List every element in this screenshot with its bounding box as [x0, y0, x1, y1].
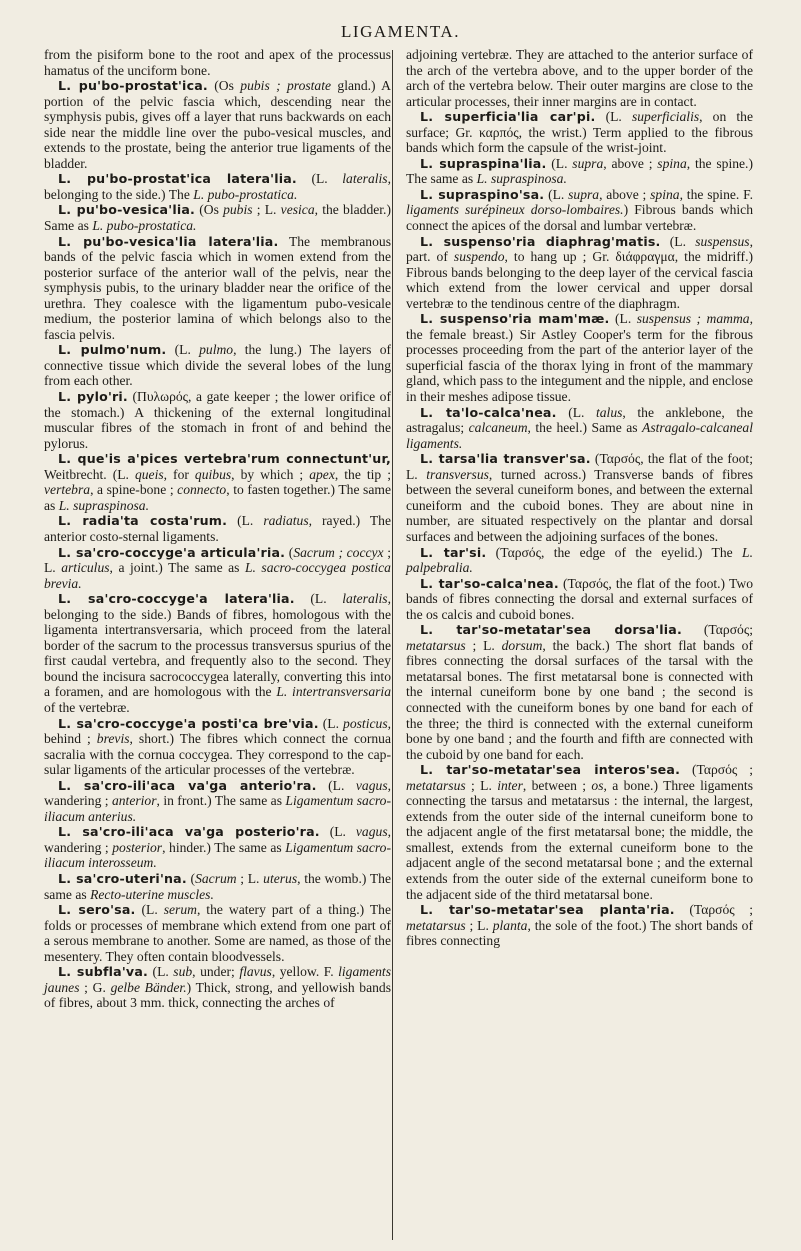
entry-text: ; G.	[79, 979, 111, 995]
entry-text: (L.	[166, 342, 200, 358]
entry-text: , to fasten together.) The same as	[44, 482, 391, 513]
entry-headword: L. pylo'ri.	[58, 389, 128, 405]
entry-text: (Πυλωρός, a gate keeper ; the lower orifice of the stomach.) A thickening of the external longitudinal muscular fibres of the stomach in front of and behind the pylorus.	[44, 389, 391, 451]
entry-text: , under;	[192, 964, 240, 980]
entry-text: ; L.	[236, 870, 264, 886]
dictionary-entry	[44, 513, 391, 544]
dictionary-entry	[44, 545, 391, 592]
entry-text: , short.) The fibres which connect the cornua sacralia with the cornua coccygea. They correspond to the capsular ligaments of the articular processes of the vertebræ.	[44, 731, 391, 778]
entry-text: , yellow. F.	[271, 964, 339, 980]
italic-text: metatarsus	[406, 777, 466, 793]
right-column	[406, 47, 753, 949]
entry-text: , turned across.) Transverse bands of fibres between the several cuneiform bones, and between the external cuneiform and the cuboid bones. They are about nine in number, are situated respectively on the plantar and dorsal surfaces and between the adjoining surfaces of the bones.	[406, 466, 753, 544]
entry-text: (	[186, 870, 196, 886]
entry-text: , the lung.) The layers of connective tissue which divide the several lobes of the lung from each other.	[44, 342, 392, 389]
entry-text: ; L.	[252, 202, 281, 218]
dictionary-entry	[44, 964, 391, 1011]
entry-text: , on the surface; Gr. καρπός, the wrist.) Term applied to the fibrous bands which form the capsule of the wrist-joint.	[406, 109, 753, 156]
entry-headword: L. subfla'va.	[58, 964, 149, 980]
italic-text: gelbe Bänder.	[110, 979, 187, 995]
dictionary-entry	[44, 451, 391, 513]
italic-text: planta	[492, 917, 528, 933]
entry-headword: L. tar'so-metatar'sea dorsa'lia.	[420, 622, 682, 638]
entry-headword: L. tar'so-metatar'sea planta'ria.	[420, 902, 675, 918]
italic-text: radiatus	[263, 513, 309, 529]
italic-text: uterus	[263, 870, 298, 886]
entry-text: (L.	[556, 404, 596, 420]
entry-continuation	[44, 47, 391, 78]
italic-text: serum	[163, 902, 197, 918]
italic-text: apex	[309, 466, 335, 482]
entry-headword: L. supraspina'lia.	[420, 155, 547, 171]
entry-headword: L. que'is a'pices vertebra'rum connectunt'ur,	[58, 451, 391, 467]
dictionary-entry	[406, 187, 753, 234]
entry-headword: L. tarsa'lia transver'sa.	[420, 451, 591, 467]
left-column	[44, 47, 391, 1011]
italic-text: os	[591, 777, 604, 793]
italic-text: dorsum	[501, 637, 543, 653]
page-header: LIGAMENTA.	[341, 22, 460, 41]
entry-headword: L. sa'cro-uteri'na.	[58, 870, 187, 886]
dictionary-entry	[406, 109, 753, 156]
entry-headword: L. pu'bo-prostat'ica.	[58, 78, 208, 94]
entry-headword: L. tar'si.	[420, 544, 487, 560]
italic-text: brevis	[96, 731, 130, 747]
dictionary-entry	[44, 78, 391, 171]
dictionary-entry	[44, 902, 391, 964]
italic-text: L. palpebralia.	[406, 544, 753, 576]
entry-text: , belonging to the side.) Bands of fibres, homologous with the ligamenta intertransversaria, which proceed from the lateral border of the sacrum to the processus transversus spurius of the first caudal vertebra, and frequently also to the second. They bound the incisura sacrococcygea laterally, converting this into a foramen, and are homologous with the	[44, 591, 391, 700]
italic-text: lateralis	[342, 591, 388, 607]
italic-text: L. supraspinosa.	[58, 497, 150, 513]
dictionary-entry	[44, 824, 391, 871]
entry-text: , in front.) The same as	[156, 793, 286, 809]
entry-text: ; L.	[44, 544, 391, 576]
entry-text: , hinder.) The same as	[162, 839, 286, 855]
entry-text: , a bone.) Three ligaments connecting the tarsus and metatarsus : the internal, the largest, extends from the outer side of the internal cuneiform bone to the adjacent angle of the first metatarsal bone; the middle, the smallest, extends from the external cuneiform bone to the adjacent angle of the second metatarsal bone ; and the external extends from the outer side of the external cuneiform bone to the adjacent side of the third metatarsal bone.	[406, 777, 753, 902]
italic-text: vagus	[355, 777, 388, 793]
italic-text: metatarsus	[406, 637, 466, 653]
italic-text: queis	[134, 466, 164, 482]
entry-text: , part. of	[406, 233, 753, 265]
italic-text: Sacrum	[195, 870, 237, 886]
entry-text: ; L.	[465, 917, 493, 933]
italic-text: calcaneum	[468, 420, 528, 436]
entry-text: (L.	[148, 964, 174, 980]
italic-text: anterior	[111, 793, 157, 809]
entry-text: , the watery part of a thing.) The folds or processes of membrane which extend from one part of a serous membrane to another. Some are named, as those of the mesentery. They often contain bloodvessels.	[44, 902, 392, 964]
entry-text: (Ταρσός, the flat of the foot.) Two bands of fibres connecting the dorsal and external surfaces of the os calcis and cuboid bones.	[406, 575, 753, 622]
entry-text: (L.	[595, 109, 632, 125]
entry-text: (Ταρσός ;	[674, 902, 753, 918]
italic-text: pulmo	[199, 342, 234, 358]
dictionary-entry	[44, 716, 391, 778]
entry-text: (L.	[316, 777, 356, 793]
entry-text: , for	[163, 466, 195, 482]
entry-text: (L.	[544, 186, 569, 202]
entry-text: , the tip ;	[334, 466, 392, 482]
entry-text: (	[285, 544, 294, 560]
column-divider	[392, 50, 393, 1240]
entry-text: ) Thick, strong, and yellowish bands of fibres, about 3 mm. thick, connecting the arches of	[44, 979, 392, 1011]
entry-text: (Os	[195, 202, 224, 218]
italic-text: suspensus ; mamma	[636, 311, 750, 327]
italic-text: L. supraspinosa.	[476, 171, 567, 187]
entry-text: , the bladder.) Same as	[44, 202, 391, 234]
entry-headword: L. sa'cro-ili'aca va'ga anterio'ra.	[58, 777, 317, 793]
entry-text: (Ταρσός, the edge of the eyelid.) The	[486, 544, 743, 560]
italic-text: flavus	[239, 964, 272, 980]
dictionary-entry	[44, 234, 391, 343]
entry-headword: L. sa'cro-coccyge'a posti'ca bre'via.	[58, 715, 319, 731]
entry-text: Weitbrecht. (L.	[44, 466, 135, 482]
italic-text: transversus	[426, 466, 489, 482]
dictionary-entry	[406, 902, 753, 949]
entry-headword: L. tar'so-metatar'sea interos'sea.	[420, 762, 681, 778]
italic-text: vesica	[280, 202, 315, 218]
entry-headword: L. ta'lo-calca'nea.	[420, 404, 557, 420]
entry-headword: L. pu'bo-vesica'lia.	[58, 202, 196, 218]
italic-text: Astragalo-calcaneal ligaments.	[406, 420, 754, 451]
italic-text: pubis	[223, 202, 253, 218]
italic-text: suspendo	[453, 249, 505, 265]
italic-text: Ligamentum sacro-iliacum anterius.	[44, 793, 391, 824]
dictionary-entry	[44, 171, 391, 202]
entry-headword: L. superficia'lia car'pi.	[420, 109, 596, 125]
entry-text: ; L.	[465, 637, 502, 653]
entry-headword: L. sa'cro-coccyge'a articula'ria.	[58, 544, 286, 560]
entry-text: , the back.) The short flat bands of fibres connecting the dorsal surfaces of the tarsal with the metatarsal bones. The first metatarsal bone is connected with the internal cuneiform bone by one band ; the second is connected with the cuneiform bones by one band for each of the three; the third is connected with the external cuneiform bone by one band ; and the fourth and fifth are connected with the cuboid by one band for each.	[406, 637, 753, 762]
entry-text: , between ;	[522, 777, 592, 793]
italic-text: quibus	[194, 466, 232, 482]
italic-text: L. sacro-coccygea postica brevia.	[44, 560, 391, 591]
entry-text: (L.	[319, 824, 356, 840]
dictionary-entry	[406, 451, 753, 544]
entry-text: (L.	[318, 715, 344, 731]
dictionary-entry	[44, 389, 391, 451]
italic-text: superficialis	[631, 109, 700, 125]
italic-text: sub	[173, 964, 193, 980]
entry-text: ; L.	[465, 777, 498, 793]
entry-text: from the pisiform bone to the root and apex of the processus hamatus of the unciform bone.	[44, 47, 391, 78]
dictionary-entry	[406, 405, 753, 452]
italic-text: vertebra	[44, 482, 91, 498]
dictionary-entry	[44, 871, 391, 902]
dictionary-entry	[406, 234, 753, 312]
italic-text: pubis ; prostate	[240, 78, 332, 94]
entry-text: , above ;	[603, 155, 658, 171]
entry-text: gland.) A portion of the pelvic fascia which, descending near the symphysis pubis, gives off a layer that runs backwards on each side near the middle line over the pubo-vesical muscles, and extends to the prostate, being the anterior true ligaments of the bladder.	[44, 78, 391, 171]
italic-text: ligaments surépineux dorso-lombaires.	[406, 202, 624, 218]
entry-text: , rayed.) The anterior costo-sternal ligaments.	[44, 513, 391, 544]
italic-text: L. pubo-prostatica.	[92, 218, 197, 234]
italic-text: supra	[568, 186, 600, 202]
entry-headword: L. pu'bo-prostat'ica latera'lia.	[58, 171, 297, 187]
entry-text: , behind ;	[44, 715, 392, 747]
entry-text: (Ταρσός, the flat of the foot; L.	[406, 451, 753, 482]
entry-text: (Ταρσός;	[681, 622, 753, 638]
entry-text: , a joint.) The same as	[109, 560, 245, 576]
entry-headword: L. sa'cro-coccyge'a latera'lia.	[58, 591, 295, 607]
entry-text: The membranous bands of the pelvic fascia which in women extend from the posterior surface of the anterior wall of the pelvis, near the symphysis pubis, to the urinary bladder near the orifice of the urethra. They coalesce with the ligamentum pubo-vesicale medium, the posterior lamina of which belongs also to the fascia pelvis.	[44, 233, 391, 342]
entry-text: , the spine.) The same as	[406, 155, 753, 187]
entry-text: (L.	[660, 233, 696, 249]
entry-headword: L. pulmo'num.	[58, 342, 167, 358]
italic-text: vagus	[355, 824, 388, 840]
entry-headword: L. radia'ta costa'rum.	[58, 513, 228, 529]
entry-text: (L.	[135, 902, 164, 918]
dictionary-entry	[406, 545, 753, 576]
dictionary-entry	[406, 622, 753, 762]
italic-text: inter	[497, 777, 523, 793]
italic-text: metatarsus	[406, 917, 466, 933]
entry-text: , the sole of the foot.) The short bands of fibres connecting	[406, 917, 753, 949]
italic-text: articulus	[61, 560, 110, 576]
entry-text: (Ταρσός ;	[680, 762, 753, 778]
italic-text: L. intertransversaria	[276, 684, 391, 700]
entry-headword: L. suspenso'ria mam'mæ.	[420, 311, 610, 327]
italic-text: spina	[650, 186, 680, 202]
dictionary-entry	[44, 591, 391, 715]
dictionary-entry	[44, 342, 391, 389]
dictionary-entry	[406, 156, 753, 187]
entry-text: (L.	[609, 311, 637, 327]
entry-text: , the heel.) Same as	[527, 420, 643, 436]
entry-text: , wandering ;	[44, 777, 392, 809]
entry-text: (L.	[546, 155, 573, 171]
italic-text: posterior	[112, 839, 163, 855]
entry-text: of the vertebræ.	[44, 699, 130, 715]
italic-text: lateralis	[342, 171, 388, 187]
italic-text: Sacrum ; coccyx	[293, 544, 384, 560]
italic-text: Ligamentum sacro-iliacum interosseum.	[44, 839, 391, 871]
entry-text: (L.	[294, 591, 343, 607]
italic-text: talus	[595, 404, 623, 420]
entry-text: , to hang up ; Gr. διάφραγμα, the midriff.) Fibrous bands belonging to the deep layer of the cervical fascia which extend from the lower cervical and upper dorsal vertebræ to the tendinous centre of the diaphragm.	[406, 249, 753, 311]
entry-headword: L. tar'so-calca'nea.	[420, 575, 559, 591]
entry-text: ) Fibrous bands which connect the apices of the dorsal and lumbar vertebræ.	[406, 202, 753, 234]
italic-text: spina	[657, 155, 687, 171]
entry-text: , the spine. F.	[679, 186, 753, 202]
entry-text: (L.	[227, 513, 264, 529]
entry-text: , wandering ;	[44, 824, 392, 855]
dictionary-entry	[44, 778, 391, 825]
italic-text: ligaments jaunes	[44, 964, 391, 995]
dictionary-entry	[406, 762, 753, 902]
dictionary-entry	[406, 576, 753, 623]
entry-text: (L.	[296, 171, 343, 187]
italic-text: connecto	[177, 482, 227, 498]
entry-headword: L. pu'bo-vesica'lia latera'lia.	[58, 233, 279, 249]
italic-text: L. pubo-prostatica.	[193, 186, 298, 202]
entry-text: , above ;	[599, 186, 651, 202]
entry-text: , the womb.) The same as	[44, 870, 391, 902]
dictionary-entry	[406, 311, 753, 404]
entry-text: , by which ;	[231, 466, 310, 482]
italic-text: supra	[572, 155, 604, 171]
entry-text: adjoining vertebræ. They are attached to the anterior surface of the arch of the vertebra above, and to the upper border of the arch of the vertebra below. Their outer margins are close to the articular processes, their inner margins are in contact.	[406, 47, 753, 109]
entry-text: , the anklebone, the astragalus;	[406, 404, 753, 436]
entry-continuation	[406, 47, 753, 109]
entry-text: (Os	[207, 78, 241, 94]
entry-headword: L. sa'cro-ili'aca va'ga posterio'ra.	[58, 824, 320, 840]
italic-text: suspensus	[695, 233, 750, 249]
entry-text: , a spine-bone ;	[90, 482, 178, 498]
entry-text: , belonging to the side.) The	[44, 171, 391, 202]
entry-headword: L. suspenso'ria diaphrag'matis.	[420, 233, 661, 249]
dictionary-entry	[44, 202, 391, 233]
entry-headword: L. supraspino'sa.	[420, 186, 545, 202]
entry-headword: L. sero'sa.	[58, 902, 136, 918]
italic-text: posticus	[343, 715, 388, 731]
entry-text: , the female breast.) Sir Astley Cooper's term for the fibrous processes proceeding from the part of the anterior layer of the superficial fascia of the thorax lying in front of the mammary gland, which pass to the integument and the nipple, and enclose in their meshes adipose tissue.	[406, 311, 753, 405]
italic-text: Recto-uterine muscles.	[90, 886, 214, 902]
